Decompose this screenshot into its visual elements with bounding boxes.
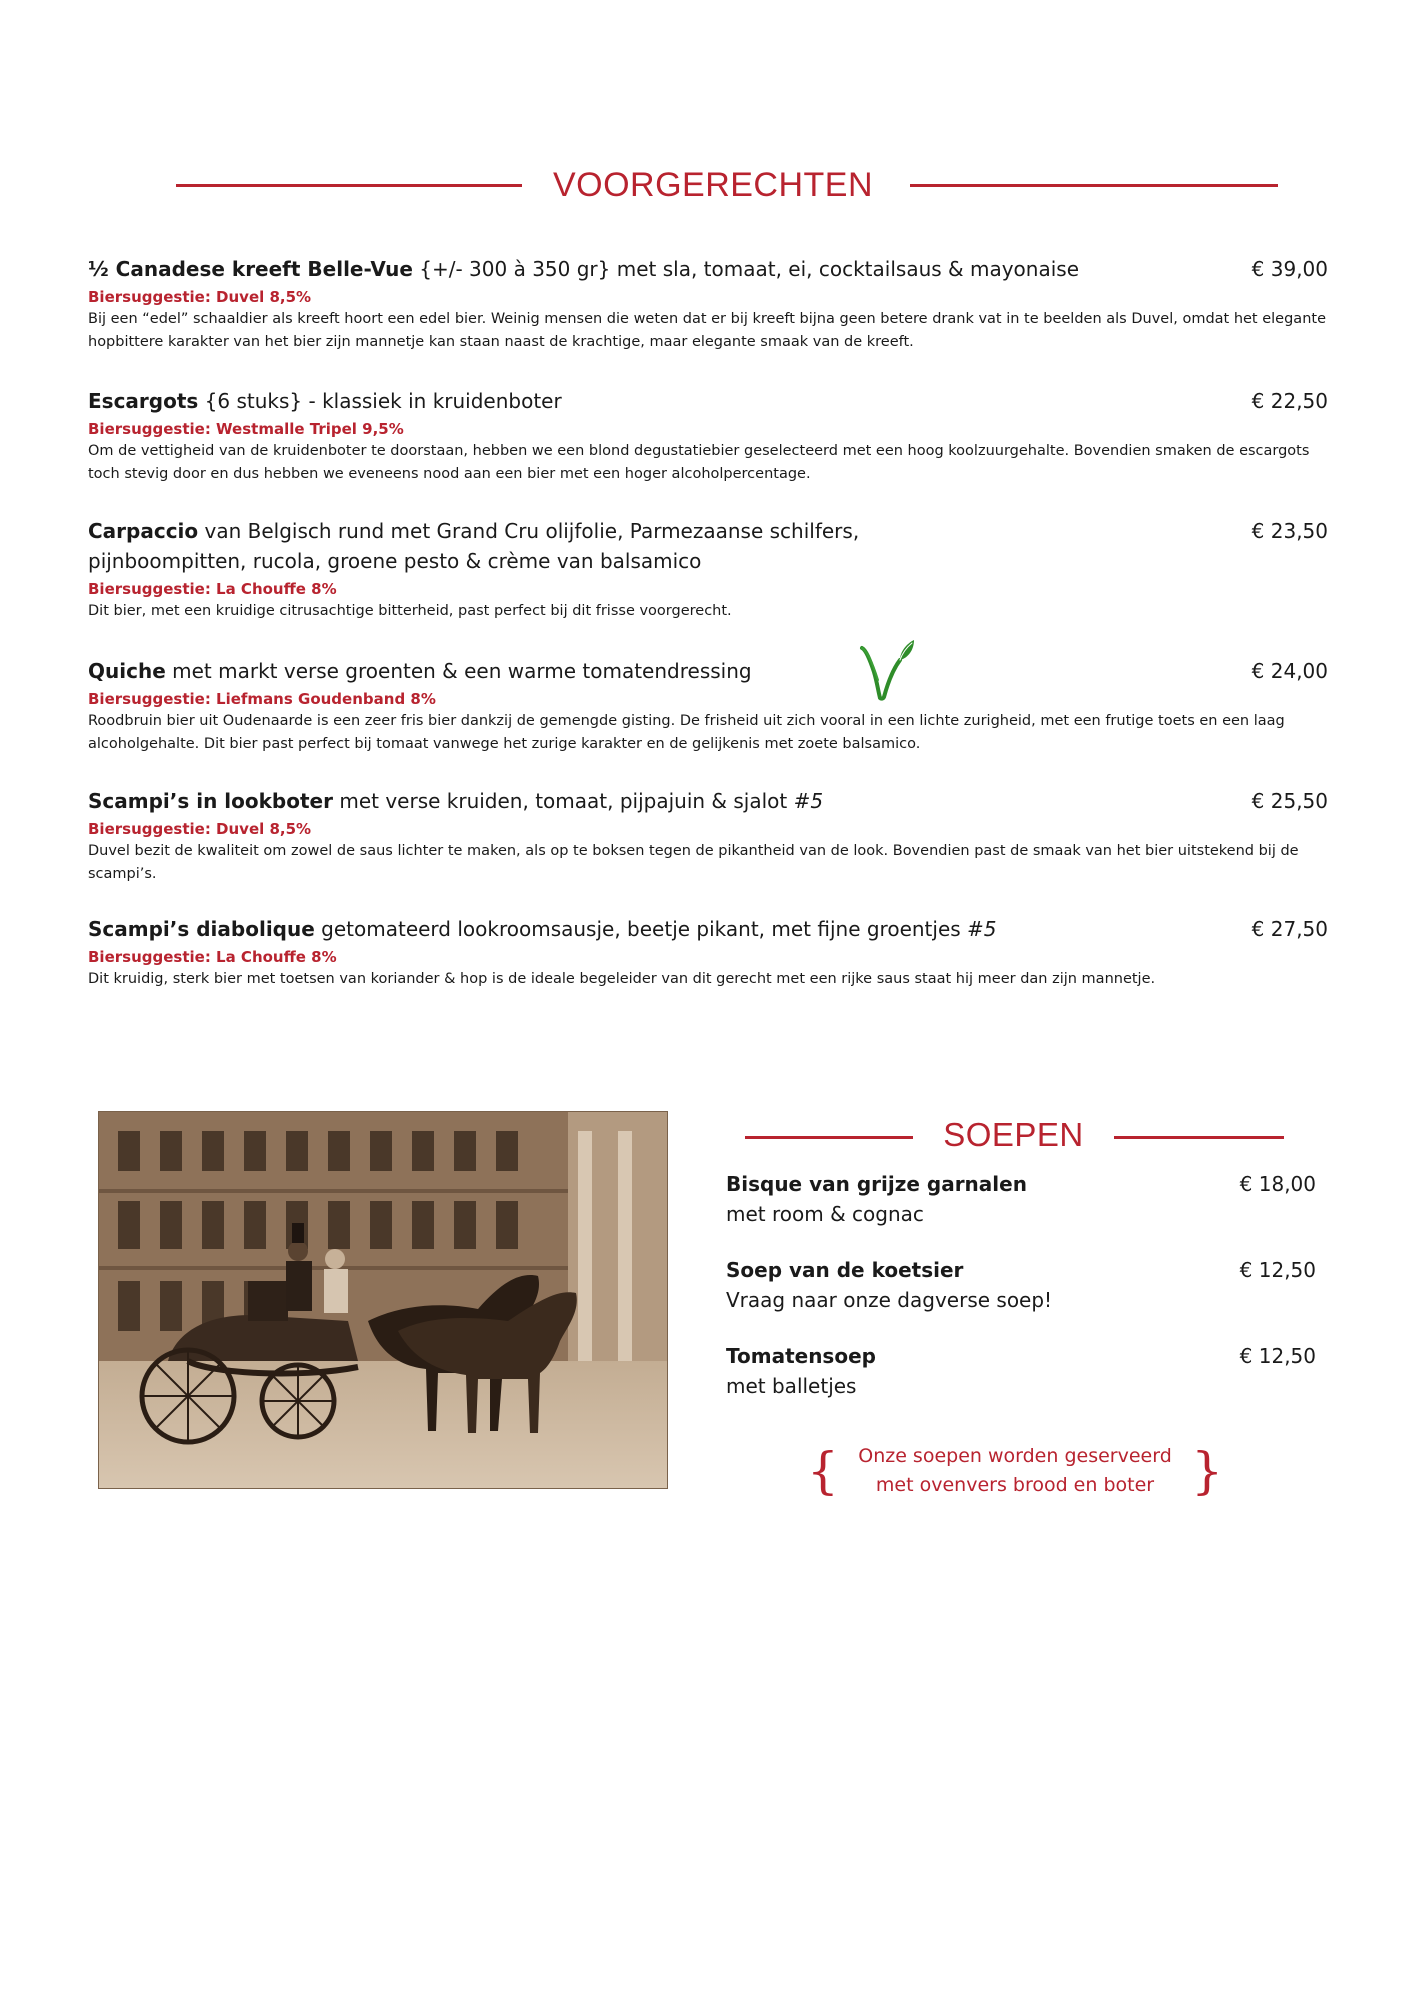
soup-note-line: Onze soepen worden geserveerd [858, 1445, 1172, 1467]
soup-name: Soep van de koetsier [726, 1258, 964, 1282]
menu-item [88, 914, 1328, 991]
dish-name: Scampi’s in lookboter met verse kruiden, tomaat, pijpajuin & sjalot #5 [88, 789, 824, 813]
dish-name: Scampi’s diabolique getomateerd lookroomsausje, beetje pikant, met fijne groentjes #5 [88, 917, 997, 941]
dish-description: Om de vettigheid van de kruidenboter te doorstaan, hebben we een blond degustatiebier geselecteerd met een hoog koolzuurgehalte. Bovendien smaken de escargots toch stevig door en dus hebben we eveneens nood aan een bier met een hoger alcoholpercentage. [88, 443, 1310, 482]
beer-suggestion: Biersuggestie: La Chouffe 8% [88, 948, 337, 966]
dish-name: Escargots {6 stuks} - klassiek in kruidenboter [88, 389, 562, 413]
menu-item [88, 516, 1328, 623]
soup-note-text [845, 1442, 1185, 1500]
soup-name: Tomatensoep [726, 1344, 876, 1368]
menu-item [88, 254, 1328, 354]
menu-item [88, 386, 1328, 486]
beer-suggestion: Biersuggestie: Liefmans Goudenband 8% [88, 690, 436, 708]
dish-description: Bij een “edel” schaaldier als kreeft hoort een edel bier. Weinig mensen die weten dat er bij kreeft bijna geen betere drank vat in te beelden als Duvel, omdat het elegante hopbittere karakter van het bier zijn mannetje kan staan naast de krachtige, maar elegante smaak van de kreeft. [88, 311, 1326, 350]
dish-price: € 25,50 [1251, 789, 1328, 813]
soup-name: Bisque van grijze garnalen [726, 1172, 1027, 1196]
soup-note [805, 1440, 1225, 1506]
soup-item [726, 1341, 1316, 1401]
soepen-header [0, 1118, 1412, 1168]
beer-suggestion: Biersuggestie: Duvel 8,5% [88, 288, 312, 306]
vegetarian-v-leaf-icon [856, 638, 916, 702]
soup-item [726, 1169, 1316, 1229]
header-rule-right [910, 184, 1278, 187]
soup-subtitle: met room & cognac [726, 1202, 924, 1226]
header-rule-right [1114, 1136, 1284, 1139]
soup-price: € 12,50 [1239, 1344, 1316, 1368]
soup-note-line: met ovenvers brood en boter [875, 1474, 1155, 1496]
soepen-title: SOEPEN [943, 1116, 1084, 1153]
voorgerechten-header [0, 160, 1412, 220]
dish-description: Dit bier, met een kruidige citrusachtige bitterheid, past perfect bij dit frisse voorgerecht. [88, 603, 732, 619]
dish-description: Roodbruin bier uit Oudenaarde is een zeer fris bier dankzij de gemengde gisting. De frisheid uit zich vooral in een lichte zurigheid, met een frutige toets en een laag alcoholgehalte. Dit bier past perfect bij tomaat vanwege het zurige karakter en de gelijkenis met zoete balsamico. [88, 713, 1285, 752]
voorgerechten-title: VOORGERECHTEN [552, 166, 874, 204]
right-brace-icon: } [1191, 1442, 1223, 1500]
beer-suggestion: Biersuggestie: La Chouffe 8% [88, 580, 337, 598]
dish-name: ½ Canadese kreeft Belle-Vue {+/- 300 à 350 gr} met sla, tomaat, ei, cocktailsaus & mayonaise [88, 257, 1079, 281]
dish-name: Carpaccio van Belgisch rund met Grand Cru olijfolie, Parmezaanse schilfers, pijnboompitten, rucola, groene pesto & crème van balsamico [88, 519, 860, 573]
soup-price: € 18,00 [1239, 1172, 1316, 1196]
dish-price: € 39,00 [1251, 257, 1328, 281]
left-brace-icon: { [807, 1442, 839, 1500]
dish-description: Dit kruidig, sterk bier met toetsen van koriander & hop is de ideale begeleider van dit gerecht met een rijke saus staat hij meer dan zijn mannetje. [88, 971, 1156, 987]
soup-subtitle: met balletjes [726, 1374, 857, 1398]
dish-name: Quiche met markt verse groenten & een warme tomatendressing [88, 659, 752, 683]
dish-price: € 22,50 [1251, 389, 1328, 413]
soup-subtitle: Vraag naar onze dagverse soep! [726, 1288, 1053, 1312]
dish-price: € 23,50 [1251, 519, 1328, 543]
soup-price: € 12,50 [1239, 1258, 1316, 1282]
soup-item [726, 1255, 1316, 1315]
beer-suggestion: Biersuggestie: Duvel 8,5% [88, 820, 312, 838]
dish-price: € 27,50 [1251, 917, 1328, 941]
header-rule-left [745, 1136, 913, 1139]
menu-item [88, 786, 1328, 886]
beer-suggestion: Biersuggestie: Westmalle Tripel 9,5% [88, 420, 404, 438]
menu-item [88, 656, 1328, 756]
dish-description: Duvel bezit de kwaliteit om zowel de saus lichter te maken, als op te boksen tegen de pikantheid van de look. Bovendien past de smaak van het bier uitstekend bij de scampi’s. [88, 843, 1299, 882]
dish-price: € 24,00 [1251, 659, 1328, 683]
